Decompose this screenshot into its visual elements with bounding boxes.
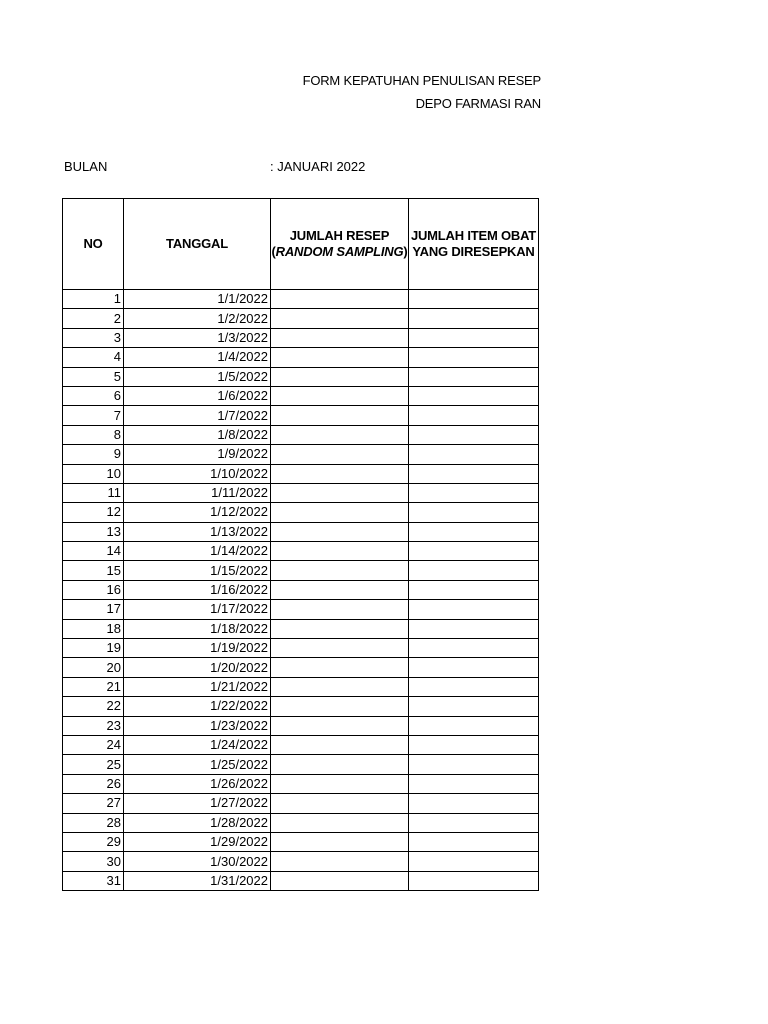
table-row [63,503,539,522]
table-row [63,852,539,871]
table-row [63,639,539,658]
cell-no: 18 [63,619,124,638]
column-header-tanggal-label: TANGGAL [166,236,228,251]
cell-no: 27 [63,794,124,813]
table-row [63,445,539,464]
cell-tanggal: 1/23/2022 [124,716,271,735]
cell-jumlah-resep[interactable] [271,542,409,561]
column-header-jumlah-item [409,199,539,290]
cell-no: 9 [63,445,124,464]
table-row [63,871,539,890]
cell-tanggal: 1/9/2022 [124,445,271,464]
cell-jumlah-item[interactable] [409,386,539,405]
cell-no: 22 [63,697,124,716]
cell-tanggal: 1/13/2022 [124,522,271,541]
cell-jumlah-resep[interactable] [271,619,409,638]
table-row [63,832,539,851]
table-row [63,677,539,696]
cell-tanggal: 1/5/2022 [124,367,271,386]
cell-tanggal: 1/12/2022 [124,503,271,522]
month-value: : JANUARI 2022 [270,159,366,174]
cell-jumlah-resep[interactable] [271,561,409,580]
cell-no: 23 [63,716,124,735]
table-row [63,716,539,735]
cell-jumlah-resep[interactable] [271,716,409,735]
cell-jumlah-item[interactable] [409,522,539,541]
cell-jumlah-resep[interactable] [271,290,409,309]
table-row [63,561,539,580]
cell-tanggal: 1/15/2022 [124,561,271,580]
cell-jumlah-resep[interactable] [271,813,409,832]
cell-jumlah-resep[interactable] [271,483,409,502]
cell-jumlah-resep[interactable] [271,774,409,793]
form-subtitle: DEPO FARMASI RAN [415,96,541,111]
cell-no: 12 [63,503,124,522]
column-header-jumlah-resep-italic: RANDOM SAMPLING [275,244,404,259]
cell-jumlah-item[interactable] [409,658,539,677]
cell-jumlah-item[interactable] [409,774,539,793]
cell-jumlah-item[interactable] [409,425,539,444]
cell-jumlah-resep[interactable] [271,445,409,464]
column-header-no-label: NO [83,236,103,251]
cell-tanggal: 1/24/2022 [124,735,271,754]
cell-no: 31 [63,871,124,890]
table-row [63,406,539,425]
cell-no: 19 [63,639,124,658]
cell-jumlah-item[interactable] [409,813,539,832]
cell-tanggal: 1/4/2022 [124,348,271,367]
table-row [63,658,539,677]
cell-jumlah-item[interactable] [409,619,539,638]
cell-no: 7 [63,406,124,425]
cell-jumlah-resep[interactable] [271,309,409,328]
cell-jumlah-resep[interactable] [271,386,409,405]
cell-jumlah-resep[interactable] [271,580,409,599]
table-row [63,386,539,405]
cell-no: 25 [63,755,124,774]
cell-jumlah-resep[interactable] [271,503,409,522]
cell-jumlah-item[interactable] [409,309,539,328]
cell-no: 20 [63,658,124,677]
table-row [63,367,539,386]
cell-tanggal: 1/14/2022 [124,542,271,561]
cell-tanggal: 1/16/2022 [124,580,271,599]
cell-tanggal: 1/25/2022 [124,755,271,774]
cell-no: 24 [63,735,124,754]
cell-jumlah-item[interactable] [409,542,539,561]
column-header-jumlah-item-line2: YANG DIRESEPKAN [412,244,535,259]
cell-tanggal: 1/29/2022 [124,832,271,851]
cell-tanggal: 1/18/2022 [124,619,271,638]
cell-jumlah-item[interactable] [409,348,539,367]
cell-jumlah-item[interactable] [409,716,539,735]
month-label: BULAN [64,159,108,174]
cell-tanggal: 1/22/2022 [124,697,271,716]
column-header-no [63,199,124,290]
table-row [63,735,539,754]
form-title: FORM KEPATUHAN PENULISAN RESEP [302,73,541,88]
cell-no: 1 [63,290,124,309]
cell-no: 10 [63,464,124,483]
cell-jumlah-item[interactable] [409,852,539,871]
table-body [63,290,539,891]
cell-tanggal: 1/20/2022 [124,658,271,677]
cell-no: 14 [63,542,124,561]
column-header-jumlah-resep-close: ) [403,244,408,259]
cell-jumlah-item[interactable] [409,697,539,716]
cell-jumlah-resep[interactable] [271,464,409,483]
cell-no: 5 [63,367,124,386]
cell-jumlah-resep[interactable] [271,348,409,367]
table-row [63,464,539,483]
cell-jumlah-resep[interactable] [271,794,409,813]
table-row [63,328,539,347]
cell-no: 15 [63,561,124,580]
cell-jumlah-resep[interactable] [271,600,409,619]
cell-tanggal: 1/17/2022 [124,600,271,619]
cell-jumlah-item[interactable] [409,600,539,619]
table-row [63,755,539,774]
cell-jumlah-resep[interactable] [271,871,409,890]
cell-tanggal: 1/11/2022 [124,483,271,502]
cell-tanggal: 1/26/2022 [124,774,271,793]
cell-no: 28 [63,813,124,832]
table-row [63,290,539,309]
cell-jumlah-item[interactable] [409,677,539,696]
cell-no: 16 [63,580,124,599]
cell-jumlah-item[interactable] [409,406,539,425]
cell-jumlah-item[interactable] [409,580,539,599]
table-row [63,580,539,599]
cell-no: 3 [63,328,124,347]
column-header-jumlah-resep [271,199,409,290]
cell-tanggal: 1/6/2022 [124,386,271,405]
table-row [63,483,539,502]
cell-jumlah-resep[interactable] [271,697,409,716]
table-row [63,697,539,716]
table-row [63,794,539,813]
cell-tanggal: 1/19/2022 [124,639,271,658]
cell-no: 2 [63,309,124,328]
cell-tanggal: 1/28/2022 [124,813,271,832]
cell-jumlah-resep[interactable] [271,425,409,444]
table-row [63,542,539,561]
cell-jumlah-item[interactable] [409,832,539,851]
cell-jumlah-resep[interactable] [271,328,409,347]
cell-tanggal: 1/8/2022 [124,425,271,444]
cell-no: 17 [63,600,124,619]
cell-jumlah-item[interactable] [409,735,539,754]
cell-jumlah-resep[interactable] [271,367,409,386]
cell-jumlah-item[interactable] [409,639,539,658]
cell-tanggal: 1/7/2022 [124,406,271,425]
column-header-jumlah-resep-open: ( [271,244,276,259]
cell-tanggal: 1/1/2022 [124,290,271,309]
cell-jumlah-resep[interactable] [271,658,409,677]
table-row [63,774,539,793]
cell-jumlah-resep[interactable] [271,677,409,696]
cell-jumlah-item[interactable] [409,445,539,464]
cell-no: 8 [63,425,124,444]
prescription-table [62,198,539,891]
cell-jumlah-item[interactable] [409,503,539,522]
cell-jumlah-resep[interactable] [271,406,409,425]
table-row [63,522,539,541]
cell-no: 30 [63,852,124,871]
cell-tanggal: 1/2/2022 [124,309,271,328]
table-row [63,619,539,638]
table-row [63,600,539,619]
column-header-jumlah-resep-line1: JUMLAH RESEP [289,228,390,243]
cell-jumlah-resep[interactable] [271,639,409,658]
table-header-row [63,199,539,290]
cell-tanggal: 1/27/2022 [124,794,271,813]
cell-jumlah-resep[interactable] [271,832,409,851]
cell-no: 4 [63,348,124,367]
cell-jumlah-item[interactable] [409,290,539,309]
table-row [63,425,539,444]
table-row [63,309,539,328]
cell-no: 6 [63,386,124,405]
cell-no: 11 [63,483,124,502]
cell-no: 29 [63,832,124,851]
cell-tanggal: 1/31/2022 [124,871,271,890]
cell-no: 13 [63,522,124,541]
cell-tanggal: 1/30/2022 [124,852,271,871]
table-row [63,348,539,367]
cell-jumlah-item[interactable] [409,328,539,347]
cell-tanggal: 1/10/2022 [124,464,271,483]
cell-jumlah-item[interactable] [409,755,539,774]
cell-jumlah-item[interactable] [409,794,539,813]
cell-tanggal: 1/3/2022 [124,328,271,347]
cell-jumlah-item[interactable] [409,464,539,483]
cell-jumlah-resep[interactable] [271,755,409,774]
cell-jumlah-item[interactable] [409,483,539,502]
table-row [63,813,539,832]
column-header-tanggal [124,199,271,290]
cell-jumlah-item[interactable] [409,561,539,580]
cell-jumlah-item[interactable] [409,367,539,386]
cell-tanggal: 1/21/2022 [124,677,271,696]
cell-jumlah-resep[interactable] [271,852,409,871]
cell-jumlah-resep[interactable] [271,735,409,754]
cell-jumlah-resep[interactable] [271,522,409,541]
cell-no: 21 [63,677,124,696]
cell-no: 26 [63,774,124,793]
cell-jumlah-item[interactable] [409,871,539,890]
column-header-jumlah-item-line1: JUMLAH ITEM OBAT [410,228,537,243]
